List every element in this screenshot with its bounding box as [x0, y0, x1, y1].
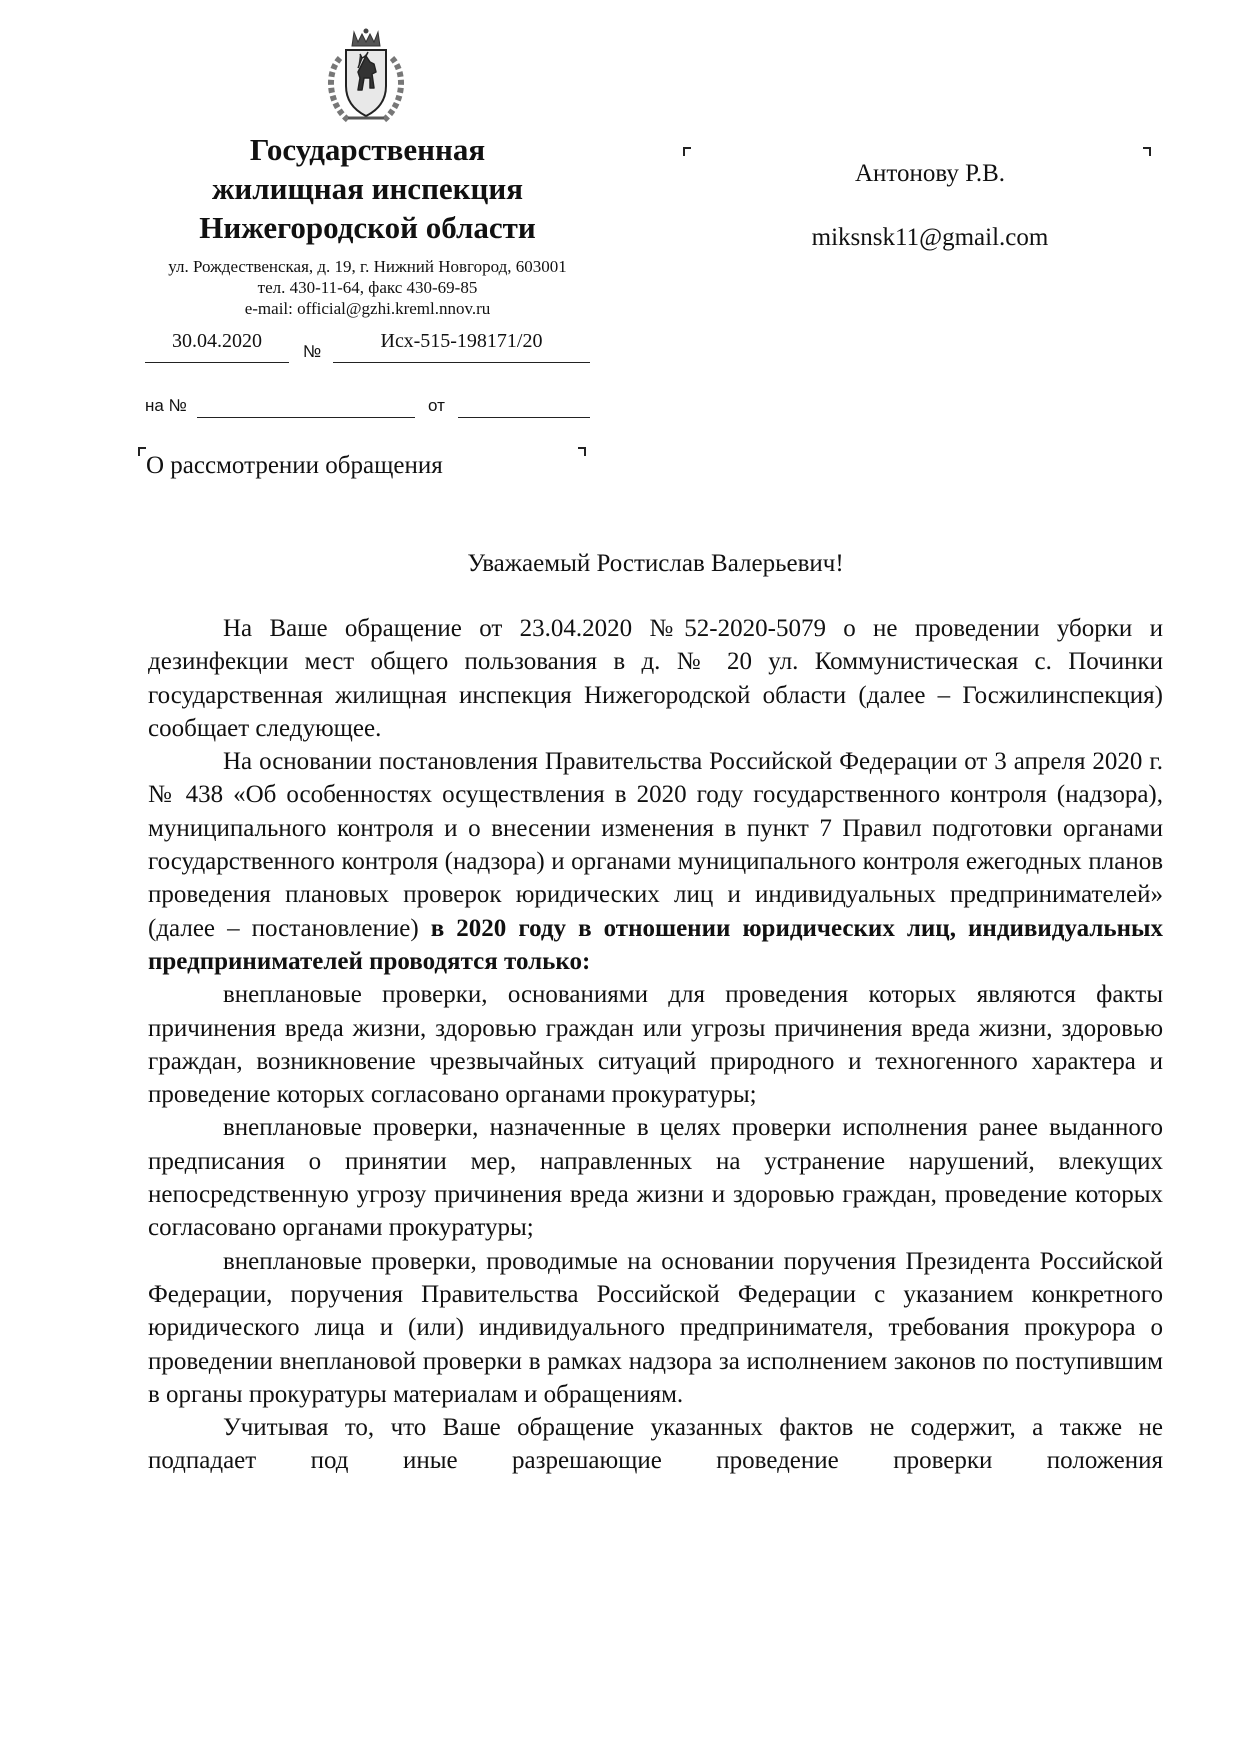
reference-line: [145, 396, 590, 420]
body-paragraph: Учитывая то, что Ваше обращение указанных фактов не содержит, а также не подпадает под иные разрешающие проведение проверки положения: [148, 1414, 1163, 1475]
body-paragraph: внеплановые проверки, проводимые на основании поручения Президента Российской Федерации, поручения Правительства Российской Федерации с указанием конкретного юридического лица и (или) индивидуального предпринимателя, требования прокурора о проведении внеплановой проверки в рамках надзора за исполнением законов по поступившим в органы прокуратуры материалам и обращениям.: [148, 1247, 1163, 1408]
reference-number-field: [197, 417, 415, 418]
registration-number-underline: [333, 362, 590, 363]
body-paragraph: На Ваше обращение от 23.04.2020 №52-2020-5079 о не проведении уборки и дезинфекции мест общего пользования в д. № 20 ул. Коммунистическая с. Починки государственная жилищная инспекция Нижегородской области (далее – Госжилинспекция) сообщает следующее.: [148, 615, 1163, 742]
letter-body: [148, 612, 1163, 1478]
greeting: Уважаемый Ростислав Валерьевич!: [467, 550, 844, 577]
subject-corner-mark: [578, 447, 586, 456]
addressee-email: miksnsk11@gmail.com: [811, 224, 1049, 251]
addressee-corner-mark: [683, 147, 691, 156]
coat-of-arms-icon: [318, 28, 414, 128]
body-paragraph-emphasis: в 2020 году в отношении юридических лиц, индивидуальных предпринимателей проводятся только:: [148, 914, 1163, 975]
letter-subject: О рассмотрении обращения: [146, 452, 443, 479]
organization-name: [145, 130, 590, 247]
reference-from-field: [458, 417, 590, 418]
registration-date-underline: [145, 362, 289, 363]
body-paragraph: внеплановые проверки, основаниями для проведения которых являются факты причинения вреда жизни, здоровью граждан или угрозы причинения вреда жизни, здоровью граждан, возникновение чрезвычайных ситуаций природного и техногенного характера и проведение которых согласовано органами прокуратуры;: [148, 981, 1163, 1109]
registration-date: 30.04.2020: [172, 330, 262, 352]
reference-number-label: на №: [145, 396, 187, 415]
body-paragraph: внеплановые проверки, назначенные в целях проверки исполнения ранее выданного предписания о принятии мер, направленных на устранение нарушений, влекущих непосредственную угрозу причинения вреда жизни и здоровью граждан, проведение которых согласовано органами прокуратуры;: [148, 1114, 1163, 1242]
organization-contacts: [140, 256, 595, 319]
registration-number: Исх-515-198171/20: [380, 330, 543, 352]
organization-phone: тел. 430-11-64, факс 430-69-85: [257, 278, 478, 297]
organization-address: ул. Рождественская, д. 19, г. Нижний Новгород, 603001: [168, 257, 567, 276]
organization-email: e-mail: official@gzhi.kreml.nnov.ru: [244, 299, 491, 318]
body-paragraph-text: На основании постановления Правительства Российской Федерации от 3 апреля 2020 г. № 438 «Об особенностях осуществления в 2020 году государственного контроля (надзора), муниципального контроля и о внесении изменения в пункт 7 Правил подготовки органами государственного контроля (надзора) и органами муниципального контроля ежегодных планов проведения плановых проверок юридических лиц и индивидуальных предпринимателей» (далее – постановление): [148, 748, 1163, 942]
organization-name-line: Государственная: [249, 132, 486, 167]
registration-number-label: №: [303, 342, 322, 361]
reference-from-label: от: [428, 396, 445, 415]
organization-name-line: жилищная инспекция: [211, 171, 524, 206]
subject-corner-mark: [138, 447, 146, 456]
organization-name-line: Нижегородской области: [199, 210, 536, 245]
body-paragraph: [148, 745, 1163, 978]
addressee-corner-mark: [1143, 147, 1151, 156]
registration-line: [145, 330, 590, 366]
addressee-name: Антонову Р.В.: [854, 160, 1006, 187]
